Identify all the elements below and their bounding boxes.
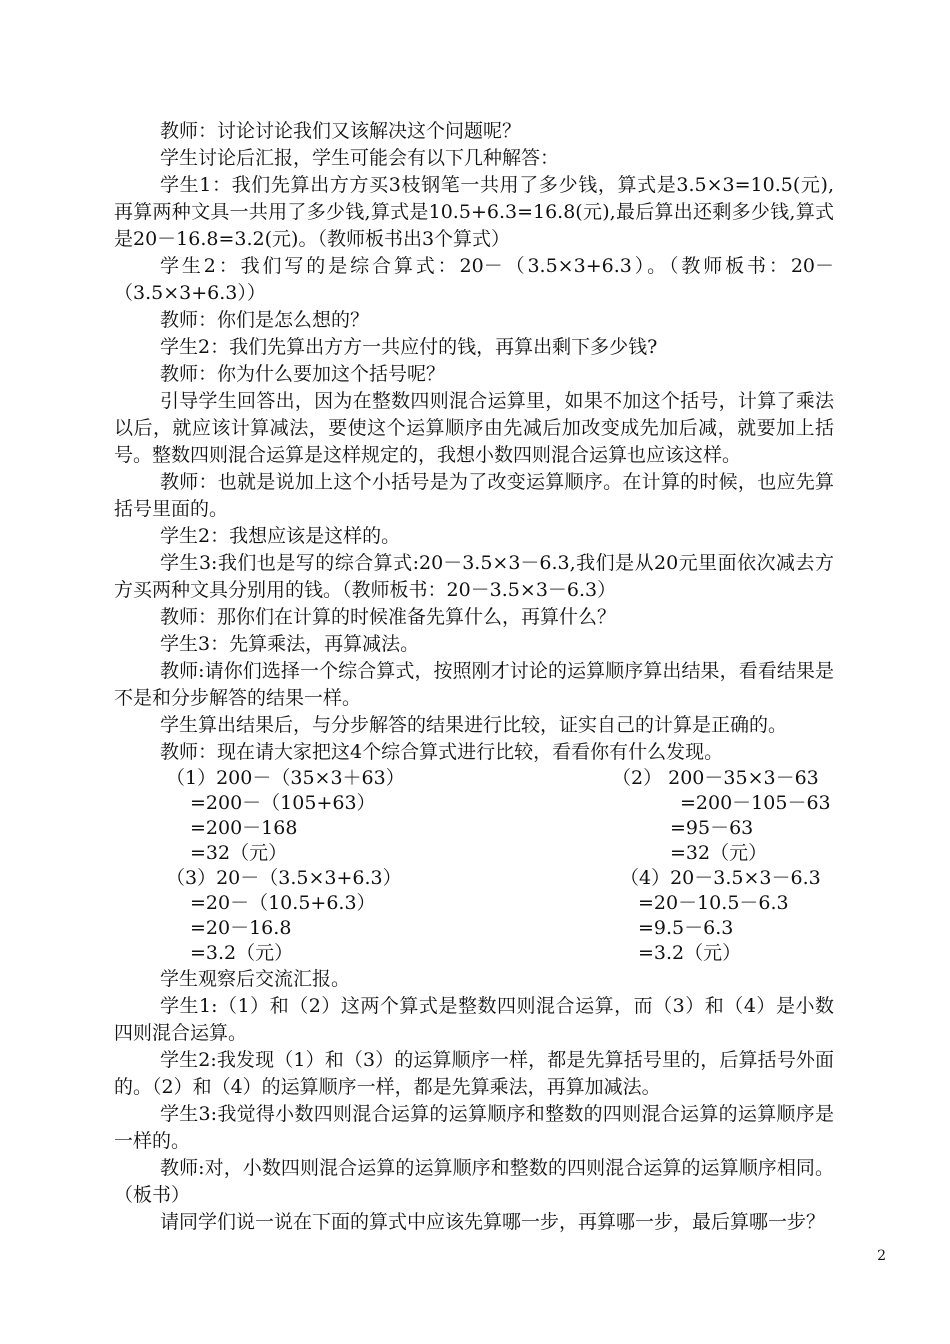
equation-line: =32（元） — [190, 842, 288, 864]
page-number: 2 — [877, 1248, 886, 1264]
equation-comparison-block — [114, 766, 834, 966]
paragraph: 学生3:我觉得小数四则混合运算的运算顺序和整数的四则混合运算的运算顺序是一样的。 — [114, 1103, 834, 1152]
equation-line: （4）20－3.5×3－6.3 — [620, 867, 821, 889]
paragraph: 教师:对，小数四则混合运算的运算顺序和整数的四则混合运算的运算顺序相同。（板书） — [114, 1157, 834, 1206]
equation-line: =20－16.8 — [190, 917, 292, 939]
paragraph: 引导学生回答出，因为在整数四则混合运算里，如果不加这个括号，计算了乘法以后，就应该计算减法，要使这个运算顺序由先减后加改变成先加后减，就要加上括号。整数四则混合运算是这样规定的，我想小数四则混合运算也应该这样。 — [114, 390, 834, 466]
paragraph: 请同学们说一说在下面的算式中应该先算哪一步，再算哪一步，最后算哪一步？ — [160, 1211, 826, 1233]
paragraph: 教师：你们是怎么想的？ — [160, 309, 370, 331]
paragraph: 学生1：我们先算出方方买3枝钢笔一共用了多少钱，算式是3.5×3=10.5(元),再算两种文具一共用了多少钱,算式是10.5+6.3=16.8(元),最后算出还剩多少钱,算式是20－16.8=3.2(元)。（教师板书出3个算式） — [114, 174, 834, 250]
document-body — [114, 118, 834, 1236]
paragraph: 学生3:我们也是写的综合算式:20－3.5×3－6.3,我们是从20元里面依次减去方方买两种文具分别用的钱。（教师板书：20－3.5×3－6.3） — [114, 552, 834, 601]
equation-line: =95－63 — [670, 817, 754, 839]
equation-line: =200－105－63 — [680, 792, 831, 814]
paragraph: 学生2：我们写的是综合算式：20－（3.5×3+6.3）。（教师板书：20－（3.5×3+6.3）） — [114, 255, 834, 304]
paragraph: 学生观察后交流汇报。 — [160, 968, 351, 990]
equation-line: =32（元） — [670, 842, 768, 864]
paragraph: 学生3：先算乘法，再算减法。 — [160, 633, 420, 655]
equation-line: =20－（10.5+6.3） — [190, 892, 376, 914]
equation-1 — [166, 766, 405, 866]
equation-line: （1）200－（35×3＋63） — [166, 767, 405, 789]
paragraph: 教师：那你们在计算的时候准备先算什么，再算什么？ — [160, 606, 617, 628]
equation-2 — [612, 766, 831, 866]
equation-line: =200－168 — [190, 817, 298, 839]
paragraph: 学生2:我发现（1）和（3）的运算顺序一样，都是先算括号里的，后算括号外面的。（2）和（4）的运算顺序一样，都是先算乘法，再算加减法。 — [114, 1049, 834, 1098]
equation-line: =9.5－6.3 — [638, 917, 734, 939]
paragraph: 学生讨论后汇报，学生可能会有以下几种解答： — [160, 147, 560, 169]
paragraph: 教师：也就是说加上这个小括号是为了改变运算顺序。在计算的时候，也应先算括号里面的。 — [114, 471, 834, 520]
equation-4 — [620, 866, 821, 966]
paragraph: 学生算出结果后，与分步解答的结果进行比较，证实自己的计算是正确的。 — [160, 714, 788, 736]
paragraph: 教师：现在请大家把这4个综合算式进行比较，看看你有什么发现。 — [160, 741, 724, 763]
paragraph: 教师：你为什么要加这个括号呢？ — [160, 363, 446, 385]
equation-line: （2） 200－35×3－63 — [612, 767, 819, 789]
paragraph: 学生2：我们先算出方方一共应付的钱，再算出剩下多少钱? — [160, 336, 658, 358]
equation-line: （3）20－（3.5×3+6.3） — [166, 867, 402, 889]
equation-line: =3.2（元） — [638, 942, 742, 964]
paragraph: 教师：讨论讨论我们又该解决这个问题呢？ — [160, 120, 522, 142]
equation-line: =200－（105+63） — [190, 792, 376, 814]
paragraph: 学生1:（1）和（2）这两个算式是整数四则混合运算，而（3）和（4）是小数四则混合运算。 — [114, 995, 834, 1044]
equation-line: =3.2（元） — [190, 942, 294, 964]
paragraph: 学生2：我想应该是这样的。 — [160, 525, 401, 547]
equation-line: =20－10.5－6.3 — [638, 892, 789, 914]
paragraph: 教师:请你们选择一个综合算式，按照刚才讨论的运算顺序算出结果，看看结果是不是和分步解答的结果一样。 — [114, 660, 834, 709]
equation-3 — [166, 866, 402, 966]
